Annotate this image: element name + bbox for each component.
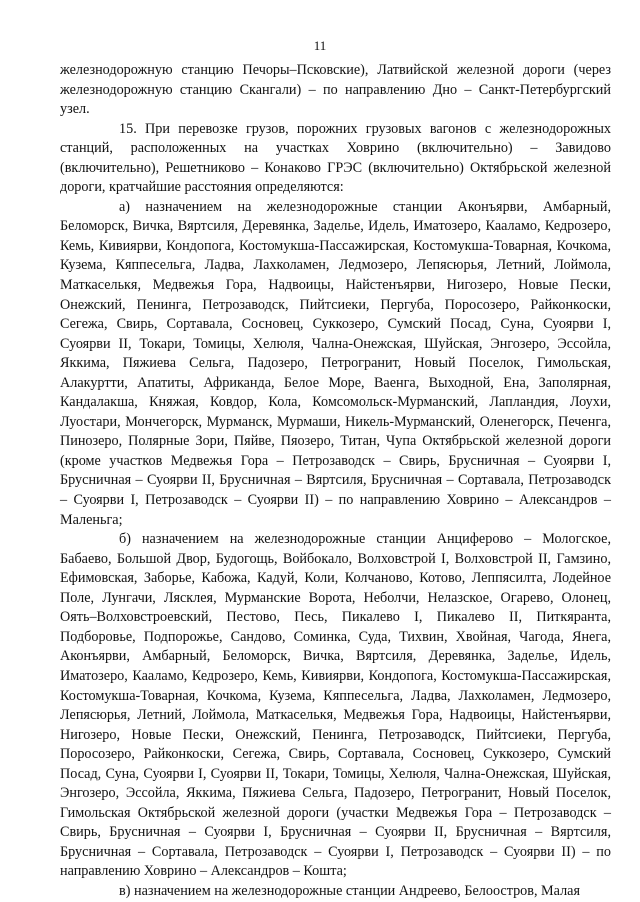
page-number: 11 <box>313 38 327 53</box>
paragraph-continuation: железнодорожную станцию Печоры–Псковские), Латвийской железной дороги (через железнодорожную станцию Скангали) – по направлению Дно – Санкт-Петербургский узел. <box>60 62 611 118</box>
paragraph-item-15-b: б) назначением на железнодорожные станции Анциферово – Мологское, Бабаево, Большой Двор, Будогощь, Войбокало, Волховстрой I, Волховстрой II, Гамзино, Ефимовская, Заборье, Кабожа, Кадуй, Коли, Колчаново, Котово, Леппясилта, Лодейное Поле, Лунгачи, Лясклея, Мурманские Ворота, Неболчи, Нелазское, Огарево, Олонец, Оять–Волховстроевский, Пестово, Песь, Пикалево I, Пикалево II, Питкяранта, Подборовье, Подпорожье, Сандово, Соминка, Суда, Тихвин, Хвойная, Чагода, Янега, Аконъярви, Амбарный, Беломорск, Вичка, Вяртсиля, Деревянка, Заделье, Идель, Иматозеро, Кааламо, Кедрозеро, Кемь, Кивиярви, Кондопога, Костомукша-Пассажирская, Костомукша-Товарная, Кочкома, Кузема, Кяппесельга, Ладва, Лахколамен, Ледмозеро, Лепясюрья, Летний, Лоймола, Маткаселькя, Медвежья Гора, Надвоицы, Найстенъярви, Нигозеро, Новые Пески, Онежский, Пенинга, Петрозаводск, Пийтсиеки, Пергуба, Поросозеро, Райконкоски, Сегежа, Свирь, Сортавала, Сосновец, Суккозеро, Сумский Посад, Суна, Суоярви I, Суоярви II, Токари, Томицы, Хелюля, Чална-Онежская, Шуйская, Энгозеро, Эссойла, Яккима, Пяжиева Сельга, Падозеро, Петрогранит, Новый Поселок, Гимольская Октябрьской железной дороги (участки Медвежья Гора – Петрозаводск – Свирь, Брусничная – Суоярви I, Брусничная – Суоярви II, Брусничная – Вяртсиля, Брусничная – Сортавала, Петрозаводск – Суоярви I, Петрозаводск – Суоярви II) – по направлению Ховрино – Александров – Кошта; <box>60 531 611 880</box>
document-body <box>60 61 611 902</box>
paragraph-item-15-v: в) назначением на железнодорожные станции Андреево, Белоостров, Малая <box>119 882 580 899</box>
paragraph-item-15: 15. При перевозке грузов, порожних грузовых вагонов с железнодорожных станций, расположенных на участках Ховрино (включительно) – Завидово (включительно), Решетниково – Конаково ГРЭС (включительно) Октябрьской железной дороги, кратчайшие расстояния определяются: <box>60 120 611 196</box>
paragraph-item-15-a: а) назначением на железнодорожные станции Аконъярви, Амбарный, Беломорск, Вичка, Вяртсиля, Деревянка, Заделье, Идель, Иматозеро, Кааламо, Кедрозеро, Кемь, Кивиярви, Кондопога, Костомукша-Пассажирская, Костомукша-Товарная, Кочкома, Кузема, Кяппесельга, Ладва, Лахколамен, Ледмозеро, Лепясюрья, Летний, Лоймола, Маткаселькя, Медвежья Гора, Надвоицы, Найстенъярви, Нигозеро, Новые Пески, Онежский, Пенинга, Петрозаводск, Пийтсиеки, Пергуба, Поросозеро, Райконкоски, Сегежа, Свирь, Сортавала, Сосновец, Суккозеро, Сумский Посад, Суна, Суоярви I, Суоярви II, Токари, Томицы, Хелюля, Чална-Онежская, Шуйская, Энгозеро, Эссойла, Яккима, Пяжиева Сельга, Падозеро, Петрогранит, Новый Поселок, Гимольская, Алакуртти, Апатиты, Африканда, Белое Море, Ваенга, Выходной, Ена, Заполярная, Кандалакша, Княжая, Ковдор, Кола, Комсомольск-Мурманский, Лапландия, Лоухи, Луостари, Мончегорск, Мурманск, Мурмаши, Никель-Мурманский, Оленегорск, Печенга, Пинозеро, Полярные Зори, Пяйве, Пяозеро, Титан, Чупа Октябрьской железной дороги (кроме участков Медвежья Гора – Петрозаводск – Свирь, Брусничная – Суоярви I, Брусничная – Суоярви II, Брусничная – Вяртсиля, Брусничная – Сортавала, Петрозаводск – Суоярви I, Петрозаводск – Суоярви II) – по направлению Ховрино – Александров – Маленьга; <box>60 198 611 528</box>
